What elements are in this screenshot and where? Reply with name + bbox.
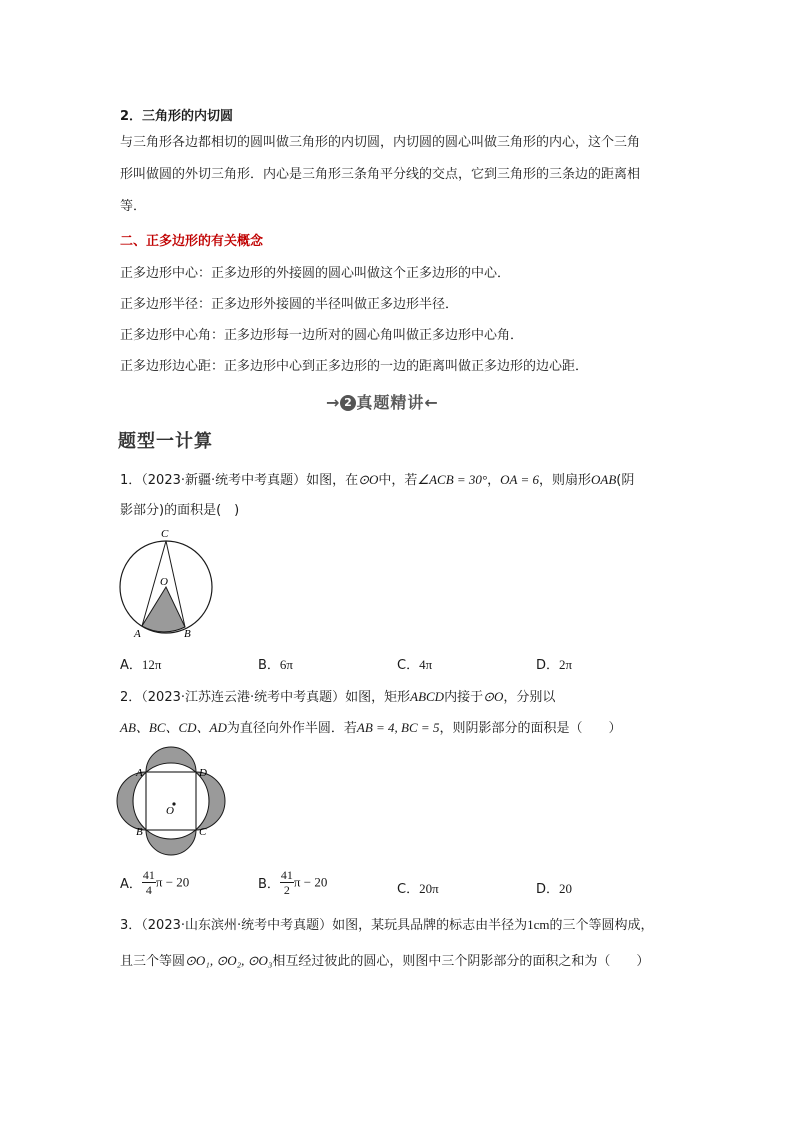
- section-title: 题型一计算: [118, 431, 213, 452]
- q2-circle-symbol: ⊙O: [483, 689, 504, 704]
- q3-circles: ⊙O₁, ⊙O₂, ⊙O₃: [185, 953, 273, 968]
- question-2-line-1: 2．（2023·江苏连云港·统考中考真题）如图，矩形ABCD内接于⊙O，分别以: [120, 689, 556, 705]
- q1-label-b: B: [184, 628, 191, 640]
- q2-rectangle: [146, 772, 196, 830]
- q1-label-c: C: [161, 528, 169, 540]
- question-3-line-1: 3．（2023·山东滨州·统考中考真题）如图，某玩具品牌的标志由半径为1cm的三个等圆构成，: [120, 917, 654, 933]
- paragraph-line-3: 等．: [120, 199, 147, 214]
- definition-center: 正多边形中心：正多边形的外接圆的圆心叫做这个正多边形的中心．: [120, 266, 511, 281]
- arrow-left-icon: ←: [424, 393, 439, 412]
- q3-unit: 1cm: [527, 917, 550, 932]
- q1-text-d: (阴: [616, 473, 635, 488]
- q2-label-b: B: [136, 826, 143, 838]
- definition-radius: 正多边形半径：正多边形外接圆的半径叫做正多边形半径．: [120, 297, 459, 312]
- q1-circle-symbol: ⊙O: [358, 472, 379, 487]
- question-1-line-1: [120, 469, 634, 488]
- q1-text: 1．（2023·新疆·统考中考真题）如图，在: [120, 473, 359, 488]
- q1-label-a: A: [134, 628, 141, 640]
- q2-figure: [112, 742, 242, 862]
- paragraph-line-1: 与三角形各边都相切的圆叫做三角形的内切圆，内切圆的圆心叫做三角形的内心，这个三角: [120, 135, 641, 150]
- q1-angle: ∠ACB = 30°: [417, 472, 488, 487]
- q1-option-c[interactable]: C．4π: [397, 657, 433, 673]
- q2-label-a: A: [136, 767, 143, 779]
- q1-figure: [112, 525, 222, 643]
- q1-text-c: ，则扇形: [539, 473, 592, 488]
- q2-condition: AB = 4, BC = 5: [356, 720, 440, 735]
- q2-abcd: ABCD: [410, 689, 445, 704]
- number-badge: 2: [340, 395, 356, 411]
- q1-option-b[interactable]: B．6π: [258, 657, 293, 673]
- q1-label-o: O: [160, 576, 168, 588]
- q2-sides: AB、BC、CD、AD: [120, 720, 227, 735]
- q2-label-d: D: [199, 767, 207, 779]
- q1-option-a[interactable]: A．12π: [120, 657, 162, 673]
- banner-text: 真题精讲: [356, 393, 425, 412]
- question-1-line-2: 影部分)的面积是( ): [120, 503, 240, 518]
- q2-option-b[interactable]: B． $\frac{41}{2}$ π − 20: [258, 868, 328, 897]
- q1-oab: OAB: [591, 472, 617, 487]
- q2-option-d[interactable]: D．20: [536, 881, 573, 897]
- q1-option-d[interactable]: D．2π: [536, 657, 573, 673]
- section-heading-incircle: 2．三角形的内切圆: [120, 109, 234, 124]
- banner-real-questions: [326, 390, 439, 413]
- question-2-line-2: AB、BC、CD、AD为直径向外作半圆．若AB = 4, BC = 5，则阴影部分的面积是（ ）: [120, 720, 622, 736]
- q1-shaded-sector: [142, 587, 185, 632]
- q2-label-o: O: [166, 805, 174, 817]
- definition-central-angle: 正多边形中心角：正多边形每一边所对的圆心角叫做正多边形中心角．: [120, 328, 524, 343]
- q2-option-a[interactable]: A． $\frac{41}{4}$ π − 20: [120, 868, 190, 897]
- paragraph-line-2: 形叫做圆的外切三角形．内心是三角形三条角平分线的交点，它到三角形的三条边的距离相: [120, 167, 641, 182]
- section-heading-polygon: 二、正多边形的有关概念: [120, 234, 264, 249]
- q2-label-c: C: [199, 826, 207, 838]
- q2-option-c[interactable]: C．20π: [397, 881, 439, 897]
- q1-text-b: 中，若: [378, 473, 418, 488]
- arrow-right-icon: →: [326, 393, 341, 412]
- q1-sep: ，: [487, 473, 501, 488]
- q1-oa: OA = 6: [500, 472, 539, 487]
- question-3-line-2: 且三个等圆⊙O₁, ⊙O₂, ⊙O₃相互经过彼此的圆心，则图中三个阴影部分的面积之和为（ ）: [120, 953, 650, 969]
- definition-apothem: 正多边形边心距：正多边形中心到正多边形的一边的距离叫做正多边形的边心距．: [120, 359, 589, 374]
